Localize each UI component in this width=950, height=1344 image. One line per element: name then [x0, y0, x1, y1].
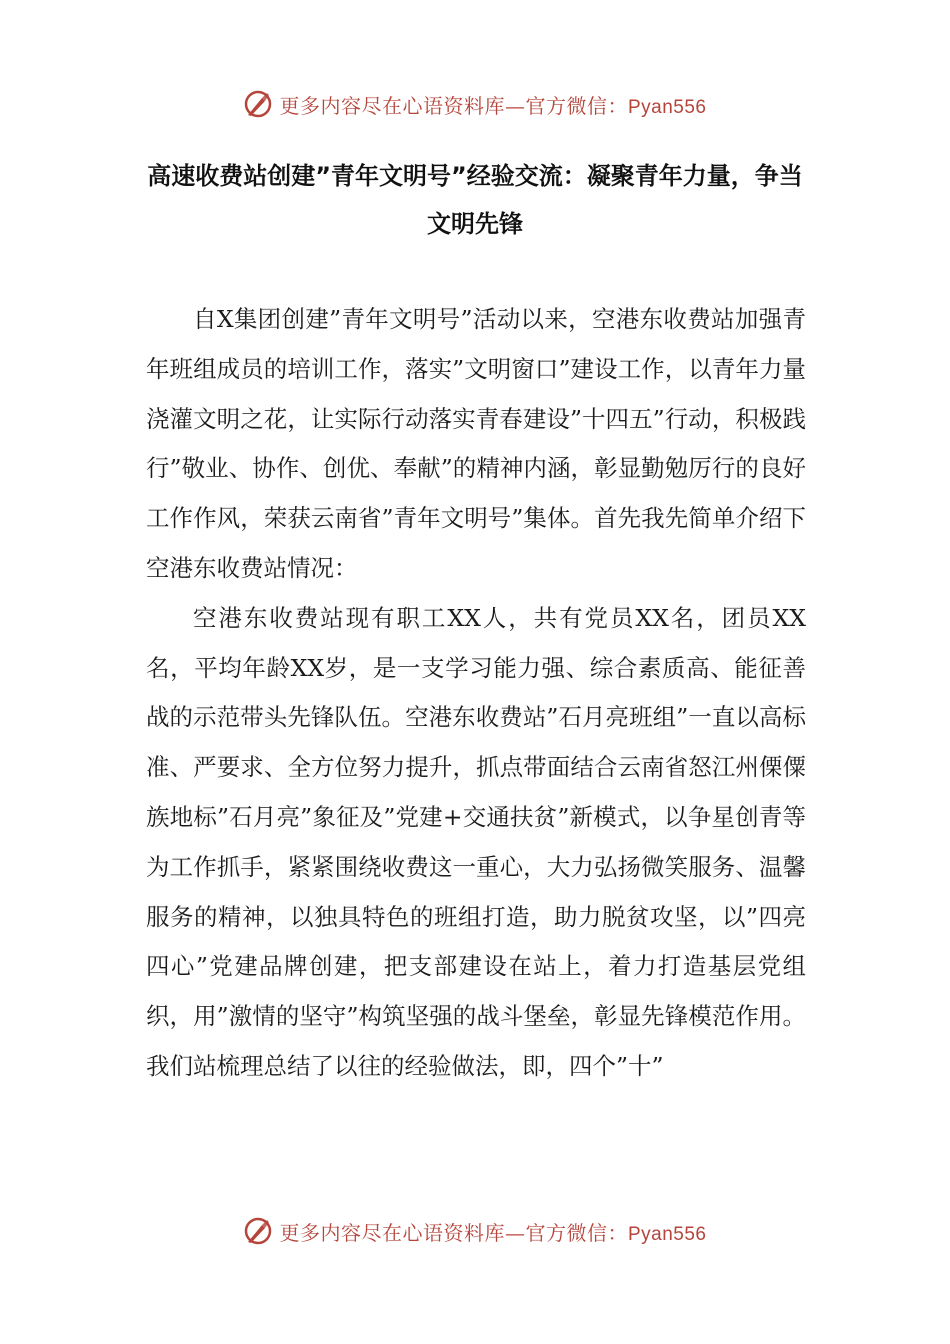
- document-title: 高速收费站创建”青年文明号”经验交流：凝聚青年力量，争当文明先锋: [147, 162, 803, 238]
- footer-banner-text: 更多内容尽在心语资料库—官方微信：Pyan556: [279, 1220, 707, 1245]
- pen-logo-icon: [243, 89, 273, 119]
- pen-logo-icon: [243, 1216, 273, 1246]
- paragraph-1: 自X集团创建”青年文明号”活动以来，空港东收费站加强青年班组成员的培训工作，落实”文明窗口”建设工作，以青年力量浇灌文明之花，让实际行动落实青春建设”十四五”行动，积极践行”敬业、协作、创优、奉献”的精神内涵，彰显勤勉厉行的良好工作作风，荣获云南省”青年文明号”集体。首先我先简单介绍下空港东收费站情况：: [146, 305, 806, 582]
- document-body: [146, 295, 806, 1092]
- header-banner: [0, 84, 950, 124]
- paragraph-2: 空港东收费站现有职工XX人，共有党员XX名，团员XX名，平均年龄XX岁，是一支学习能力强、综合素质高、能征善战的示范带头先锋队伍。空港东收费站”石月亮班组”一直以高标准、严要求、全方位努力提升，抓点带面结合云南省怒江州傈僳族地标”石月亮”象征及”党建+交通扶贫”新模式，以争星创青等为工作抓手，紧紧围绕收费这一重心，大力弘扬微笑服务、温馨服务的精神，以独具特色的班组打造，助力脱贫攻坚，以”四亮四心”党建品牌创建，把支部建设在站上，着力打造基层党组织，用”激情的坚守”构筑坚强的战斗堡垒，彰显先锋模范作用。我们站梳理总结了以往的经验做法，即，四个”十”: [146, 603, 806, 1080]
- header-banner-text: 更多内容尽在心语资料库—官方微信：Pyan556: [279, 93, 707, 118]
- footer-banner: [0, 1211, 950, 1251]
- footer-wechat-id: Pyan556: [627, 1223, 707, 1245]
- header-wechat-id: Pyan556: [627, 96, 707, 118]
